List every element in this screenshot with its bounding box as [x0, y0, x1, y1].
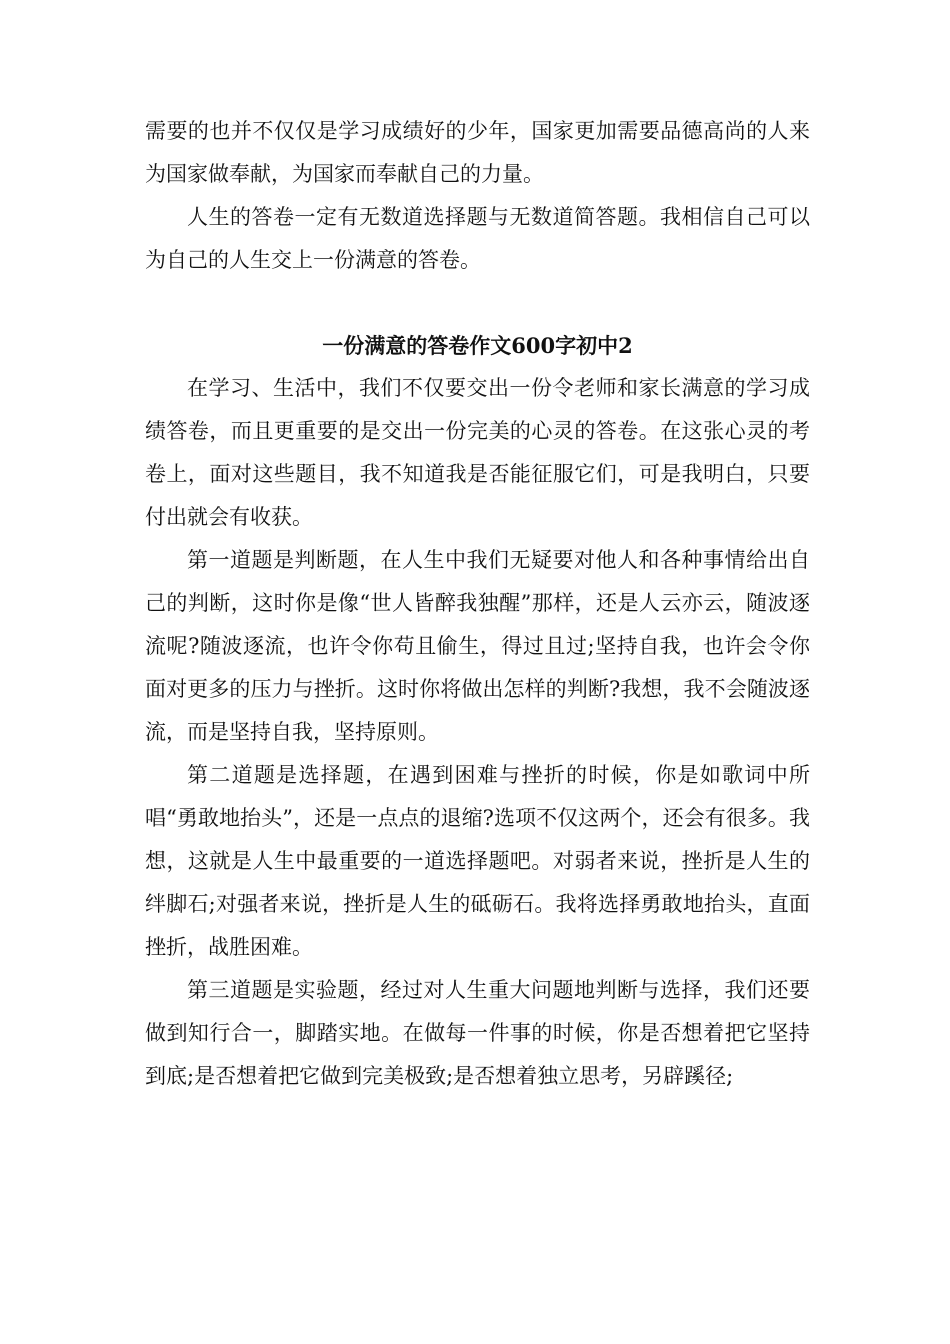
paragraph-1: 需要的也并不仅仅是学习成绩好的少年，国家更加需要品德高尚的人来为国家做奉献，为国家而奉献自己的力量。 — [145, 119, 810, 186]
document-page — [145, 110, 810, 1098]
paragraph-4: 第一道题是判断题，在人生中我们无疑要对他人和各种事情给出自己的判断，这时你是像“世人皆醉我独醒”那样，还是人云亦云，随波逐流呢?随波逐流，也许令你苟且偷生，得过且过;坚持自我，也许会令你面对更多的压力与挫折。这时你将做出怎样的判断?我想，我不会随波逐流，而是坚持自我，坚持原则。 — [145, 548, 810, 744]
paragraph-2: 人生的答卷一定有无数道选择题与无数道简答题。我相信自己可以为自己的人生交上一份满意的答卷。 — [145, 205, 810, 272]
paragraph-3: 在学习、生活中，我们不仅要交出一份令老师和家长满意的学习成绩答卷，而且更重要的是交出一份完美的心灵的答卷。在这张心灵的考卷上，面对这些题目，我不知道我是否能征服它们，可是我明白，只要付出就会有收获。 — [145, 376, 810, 529]
paragraph-6: 第三道题是实验题，经过对人生重大问题地判断与选择，我们还要做到知行合一，脚踏实地。在做每一件事的时候，你是否想着把它坚持到底;是否想着把它做到完美极致;是否想着独立思考，另辟蹊径; — [145, 978, 810, 1088]
section-heading: 一份满意的答卷作文600字初中2 — [322, 333, 633, 358]
section-spacer — [145, 282, 810, 324]
paragraph-5: 第二道题是选择题，在遇到困难与挫折的时候，你是如歌词中所唱“勇敢地抬头”，还是一点点的退缩?选项不仅这两个，还会有很多。我想，这就是人生中最重要的一道选择题吧。对弱者来说，挫折是人生的绊脚石;对强者来说，挫折是人生的砥砺石。我将选择勇敢地抬头，直面挫折，战胜困难。 — [145, 763, 810, 959]
